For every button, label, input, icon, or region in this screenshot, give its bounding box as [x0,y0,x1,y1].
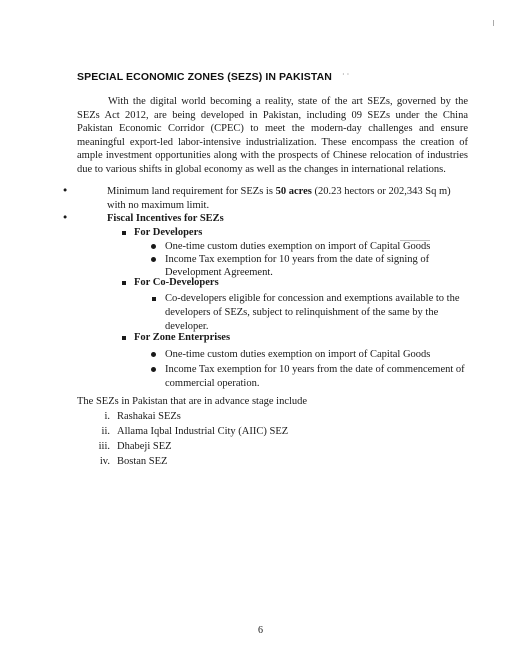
list-item-name: Bostan SEZ [117,456,168,467]
co-developers-item-text-cont: developers of SEZs, subject to relinquishment of the same by the [165,307,439,318]
zone-item-text: Income Tax exemption for 10 years from the date of commencement of [165,364,465,375]
square-bullet [122,336,126,340]
co-developers-subheading [0,276,524,290]
round-bullet [151,352,156,357]
bullet-marker: • [62,212,69,224]
co-developers-item-text-cont: developer. [165,321,209,332]
scan-specks: · · [342,70,350,79]
zone-item [0,363,524,391]
co-developers-item [0,292,524,334]
list-item-name: Allama Iqbal Industrial City (AIIC) SEZ [117,426,289,437]
advance-list-item [0,425,524,439]
advance-list-item [0,440,524,454]
advance-stage-intro: The SEZs in Pakistan that are in advance stage include [77,396,308,407]
developers-title: For Developers [134,227,203,238]
zone-enterprises-title: For Zone Enterprises [134,332,231,343]
list-number: iv. [99,456,110,467]
square-bullet [122,281,126,285]
list-item-name: Rashakai SEZs [117,411,181,422]
co-developers-title: For Co-Developers [134,277,219,288]
round-bullet [151,244,156,249]
developers-item-text: Income Tax exemption for 10 years from the date of signing of [165,254,430,265]
section-heading: SPECIAL ECONOMIC ZONES (SEZS) IN PAKISTAN [77,71,332,83]
developers-item-text: One-time custom duties exemption on import of Capital Goods [165,241,431,252]
list-number: ii. [101,426,110,437]
advance-list-item [0,455,524,469]
scan-speck [493,20,494,26]
developers-item [0,240,524,254]
square-bullet [122,231,126,235]
scan-line [400,240,430,241]
round-bullet [151,367,156,372]
zone-item-text-cont: commercial operation. [165,378,260,389]
intro-paragraph: With the digital world becoming a reality, state of the art SEZs, governed by the SEZs Act 2012, are being developed in Pakistan, including 09 SEZs under the China Pakistan Economic Corridor (CPEC) to meet the modern-day challenges and ensure meaningful export-led labor-intensive industrialization. These encompass the creation of ample investment opportunities along with the prospects of Chinese relocation of industries due to various shifts in global economy as well as the changes in international relations. [77,96,468,175]
page-number: 6 [258,625,263,636]
land-requirement-line2: with no maximum limit. [107,200,210,211]
fiscal-incentives-title: Fiscal Incentives for SEZs [107,213,224,224]
advance-list-item [0,410,524,424]
developers-subheading [0,226,524,240]
land-requirement-bullet [0,185,524,215]
co-developers-item-text: Co-developers eligible for concession and exemptions available to the [165,293,460,304]
list-number: i. [104,411,110,422]
land-acres: 50 acres [275,186,312,197]
round-bullet [151,257,156,262]
list-number: iii. [98,441,110,452]
fiscal-incentives-bullet [0,212,524,226]
developers-item-text-cont: Development Agreement. [165,267,273,278]
land-requirement-text [107,185,477,199]
square-bullet [152,297,156,301]
land-prefix: Minimum land requirement for SEZs is [107,186,276,197]
zone-enterprises-subheading [0,331,524,345]
list-item-name: Dhabeji SEZ [117,441,172,452]
zone-item-text: One-time custom duties exemption on import of Capital Goods [165,349,431,360]
land-suffix: (20.23 hectors or 202,343 Sq m) [311,186,451,197]
bullet-marker: • [62,185,69,197]
zone-item [0,348,524,362]
